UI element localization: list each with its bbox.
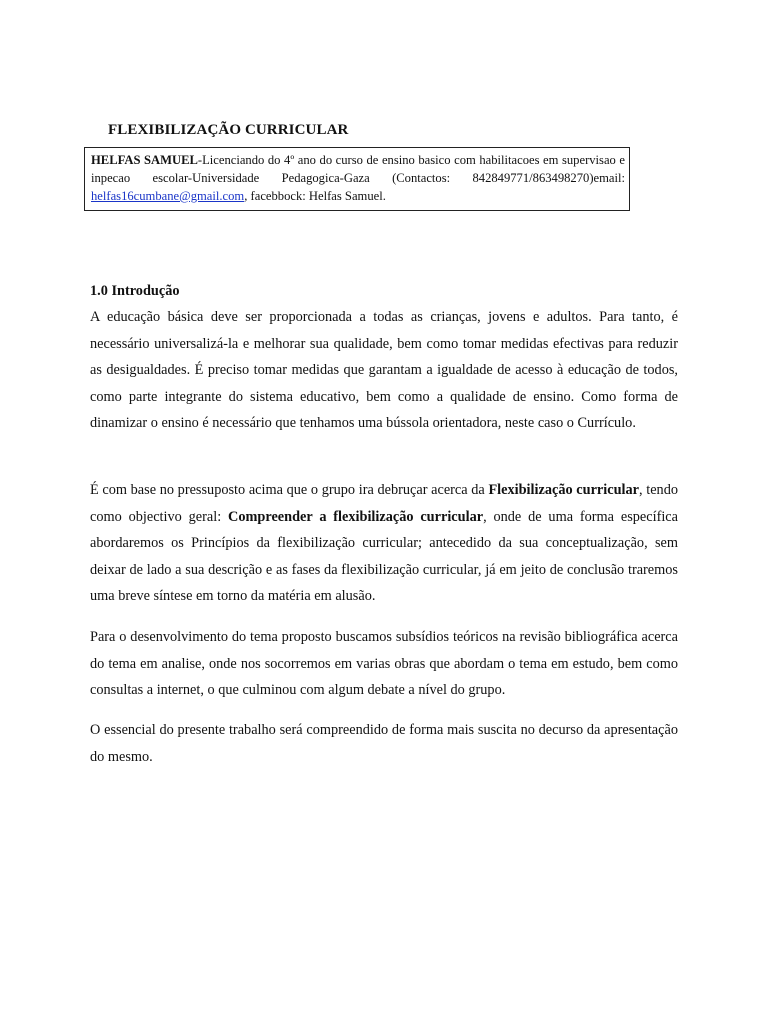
p2-bold-objective: Compreender a flexibilização curricular	[228, 508, 484, 525]
intro-paragraph-4: O essencial do presente trabalho será compreendido de forma mais suscita no decurso da apresentação do mesmo.	[90, 722, 678, 765]
email-label: email:	[593, 171, 625, 185]
author-description: -Licenciando do 4º ano do curso de ensino basico com habilitacoes em supervisao e inpecao escolar-Universidade Pedagogica-Gaza (Contactos: 842849771/863498270)	[91, 153, 625, 185]
intro-paragraph-1: A educação básica deve ser proporcionada a todas as crianças, jovens e adultos. Para tanto, é necessário universalizá-la e melhorar sua qualidade, bem como tomar medidas efectivas para reduzir as desigualdades. É preciso tomar medidas que garantam a igualdade de acesso à educação de todos, como parte integrante do sistema educativo, bem como a qualidade de ensino. Como forma de dinamizar o ensino é necessário que tenhamos uma bússola orientadora, neste caso o Currículo.	[90, 309, 678, 432]
author-info-box	[84, 147, 630, 211]
section-heading: 1.0 Introdução	[90, 283, 180, 299]
intro-paragraph-3: Para o desenvolvimento do tema proposto buscamos subsídios teóricos na revisão bibliográfica acerca do tema em analise, onde nos socorremos em varias obras que abordam o tema em estudo, bem como consultas a internet, o que culminou com algum debate a nível do grupo.	[90, 629, 678, 699]
facebook-info: , facebbock: Helfas Samuel.	[244, 189, 386, 203]
page-title: FLEXIBILIZAÇÃO CURRICULAR	[108, 122, 349, 138]
p2-text-1: É com base no pressuposto acima que o grupo ira debruçar acerca da	[90, 482, 489, 498]
author-name: HELFAS SAMUEL	[91, 153, 198, 167]
p2-text-3: , onde de uma forma específica abordaremos os Princípios da flexibilização curricular; antecedido da sua conceptualização, sem deixar de lado a sua descrição e as fases da flexibilização curricular, já em jeito de conclusão traremos uma breve síntese em torno da matéria em alusão.	[90, 508, 678, 605]
intro-paragraph-2	[90, 477, 678, 610]
p2-text-2: , tendo como objectivo geral:	[90, 482, 678, 525]
email-link[interactable]: helfas16cumbane@gmail.com	[91, 189, 245, 203]
p2-bold-topic: Flexibilização curricular	[488, 482, 639, 498]
